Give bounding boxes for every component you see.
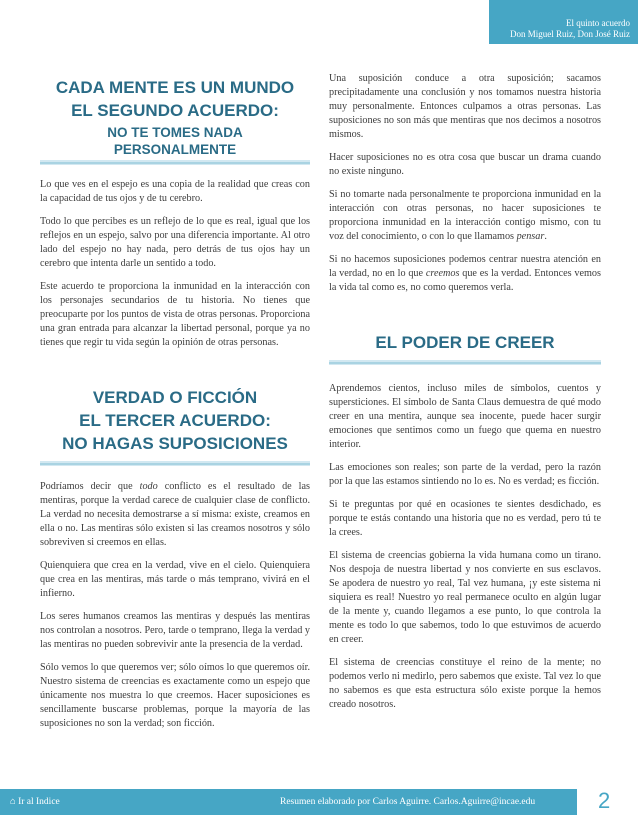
footer-credit-text: Resumen elaborado por Carlos Aguirre. <box>280 797 432 807</box>
section-title: EL PODER DE CREER <box>375 333 555 352</box>
book-title: El quinto acuerdo <box>566 18 630 28</box>
section-divider <box>329 360 601 365</box>
paragraph: Si te preguntas por qué en ocasiones te sientes desdichado, es porque te estás contando una historia que no es verdad, pero tú te la crees. <box>329 499 601 538</box>
paragraph: Este acuerdo te proporciona la inmunidad en la interacción con los personajes secundarios de tu historia. No tienes que preocuparte por los puntos de vista de otras personas. Proporciona una gran entrada para alcanzar la libertad personal, porque ya no tienes que regir tu vida según la opinión de otras personas. <box>40 281 310 348</box>
paragraph: El sistema de creencias gobierna la vida humana como un tirano. Nos despoja de nuestra libertad y nos convierte en sus esclavos. Se apodera de nuestro yo real, Tal vez humana, ¡y este sistema ni siquiera es real! Nuestro yo real permanece oculto en algún lugar de la mente y, cuando llegamos a ese punto, lo que controla la mente es todo lo que sabemos, todo lo que estuvimos de acuerdo en creer. <box>329 550 601 645</box>
home-icon: ⌂ <box>10 797 16 807</box>
section-tercer-acuerdo <box>40 386 310 455</box>
section-title: EL TERCER ACUERDO: <box>79 411 271 430</box>
section-divider <box>40 461 310 466</box>
paragraph: Si no hacemos suposiciones podemos centrar nuestra atención en la verdad, no en lo que creemos que es la verdad. Entonces vemos la vida tal como es, no como queremos verla. <box>329 254 601 293</box>
paragraph: Lo que ves en el espejo es una copia de la realidad que creas con la capacidad de tus ojos y de tu cerebro. <box>40 179 310 204</box>
paragraph: Una suposición conduce a otra suposición; sacamos precipitadamente una conclusión y nos tomamos nuestra historia muy personalmente. Entonces culpamos a otras personas. Las suposiciones no son más que mentiras que nos decimos a nosotros mismos. <box>329 73 601 140</box>
page-footer <box>0 786 638 820</box>
paragraph: Sólo vemos lo que queremos ver; sólo oímos lo que queremos oír. Nuestro sistema de creencias es exactamente como un espejo que únicamente nos muestra lo que creemos. Hacer suposiciones es sencillamente buscarse problemas, porque la mayoría de las suposiciones no son la verdad; son ficción. <box>40 662 310 729</box>
section-body <box>40 178 310 350</box>
home-label: Ir al Indice <box>18 797 60 807</box>
paragraph: Aprendemos cientos, incluso miles de símbolos, cuentos y supersticiones. El símbolo de Santa Claus demuestra de qué modo creer en una mentira, aunque sea inocente, puede hacer surgir emociones que sentimos como un fuego que quema en nuestro interior. <box>329 383 601 450</box>
document-header <box>489 0 638 44</box>
footer-email-link[interactable]: Carlos.Aguirre@incae.edu <box>433 797 536 807</box>
home-link[interactable] <box>10 797 60 807</box>
paragraph: Las emociones son reales; son parte de la verdad, pero la razón por la que las estamos sintiendo no lo es. No es verdad; es ficción. <box>329 462 601 487</box>
section-poder-de-creer <box>329 331 601 354</box>
section-body <box>40 480 310 731</box>
paragraph: Los seres humanos creamos las mentiras y después las mentiras nos controlan a nosotros. Pero, tarde o temprano, llega la verdad y las mentiras no pueden sobrevivir ante la presencia de la verdad. <box>40 611 310 650</box>
paragraph: Quienquiera que crea en la verdad, vive en el cielo. Quienquiera que crea en las mentiras, más tarde o más temprano, vivirá en el infierno. <box>40 560 310 599</box>
paragraph: Podríamos decir que todo conflicto es el resultado de las mentiras, porque la verdad carece de cualquier clase de conflicto. La verdad no necesita demostrarse a sí misma: existe, creamos en ella o no. Las mentiras sólo existen si las creamos nosotros y sólo sobreviven si creemos en ellas. <box>40 481 310 548</box>
section-title: VERDAD O FICCIÓN <box>92 388 258 407</box>
section-segundo-acuerdo <box>40 76 310 158</box>
section-title: EL SEGUNDO ACUERDO: <box>71 101 279 120</box>
section-subtitle: NO TE TOMES NADA <box>107 125 243 140</box>
section-title: CADA MENTE ES UN MUNDO <box>55 78 295 97</box>
section-body <box>329 382 601 712</box>
book-authors: Don Miguel Ruiz, Don José Ruiz <box>510 29 630 39</box>
paragraph: El sistema de creencias constituye el reino de la mente; no podemos verlo ni medirlo, pero sabemos que existe. Tal vez lo que no sabemos es que esta estructura sólo existe porque la hemos creado nosotros. <box>329 657 601 710</box>
paragraph: Si no tomarte nada personalmente te proporciona inmunidad en la interacción con otras personas, no hacer suposiciones te proporciona inmunidad en la interacción contigo mismo, con tu voz del conocimiento, o con lo que llamamos pensar. <box>329 189 601 242</box>
section-title: NO HAGAS SUPOSICIONES <box>62 434 288 453</box>
paragraph: Todo lo que percibes es un reflejo de lo que es real, igual que los reflejos en un espejo, salvo por una diferencia importante. Al otro lado del espejo no hay nada, pero detrás de tus ojos hay un cerebro que intenta darle un sentido a todo. <box>40 216 310 269</box>
section-body <box>329 72 601 295</box>
page-number: 2 <box>598 788 611 813</box>
footer-credit <box>280 797 535 807</box>
paragraph: Hacer suposiciones no es otra cosa que buscar un drama cuando no existe ninguno. <box>329 152 601 177</box>
section-subtitle: PERSONALMENTE <box>113 142 237 157</box>
section-divider <box>40 160 310 165</box>
